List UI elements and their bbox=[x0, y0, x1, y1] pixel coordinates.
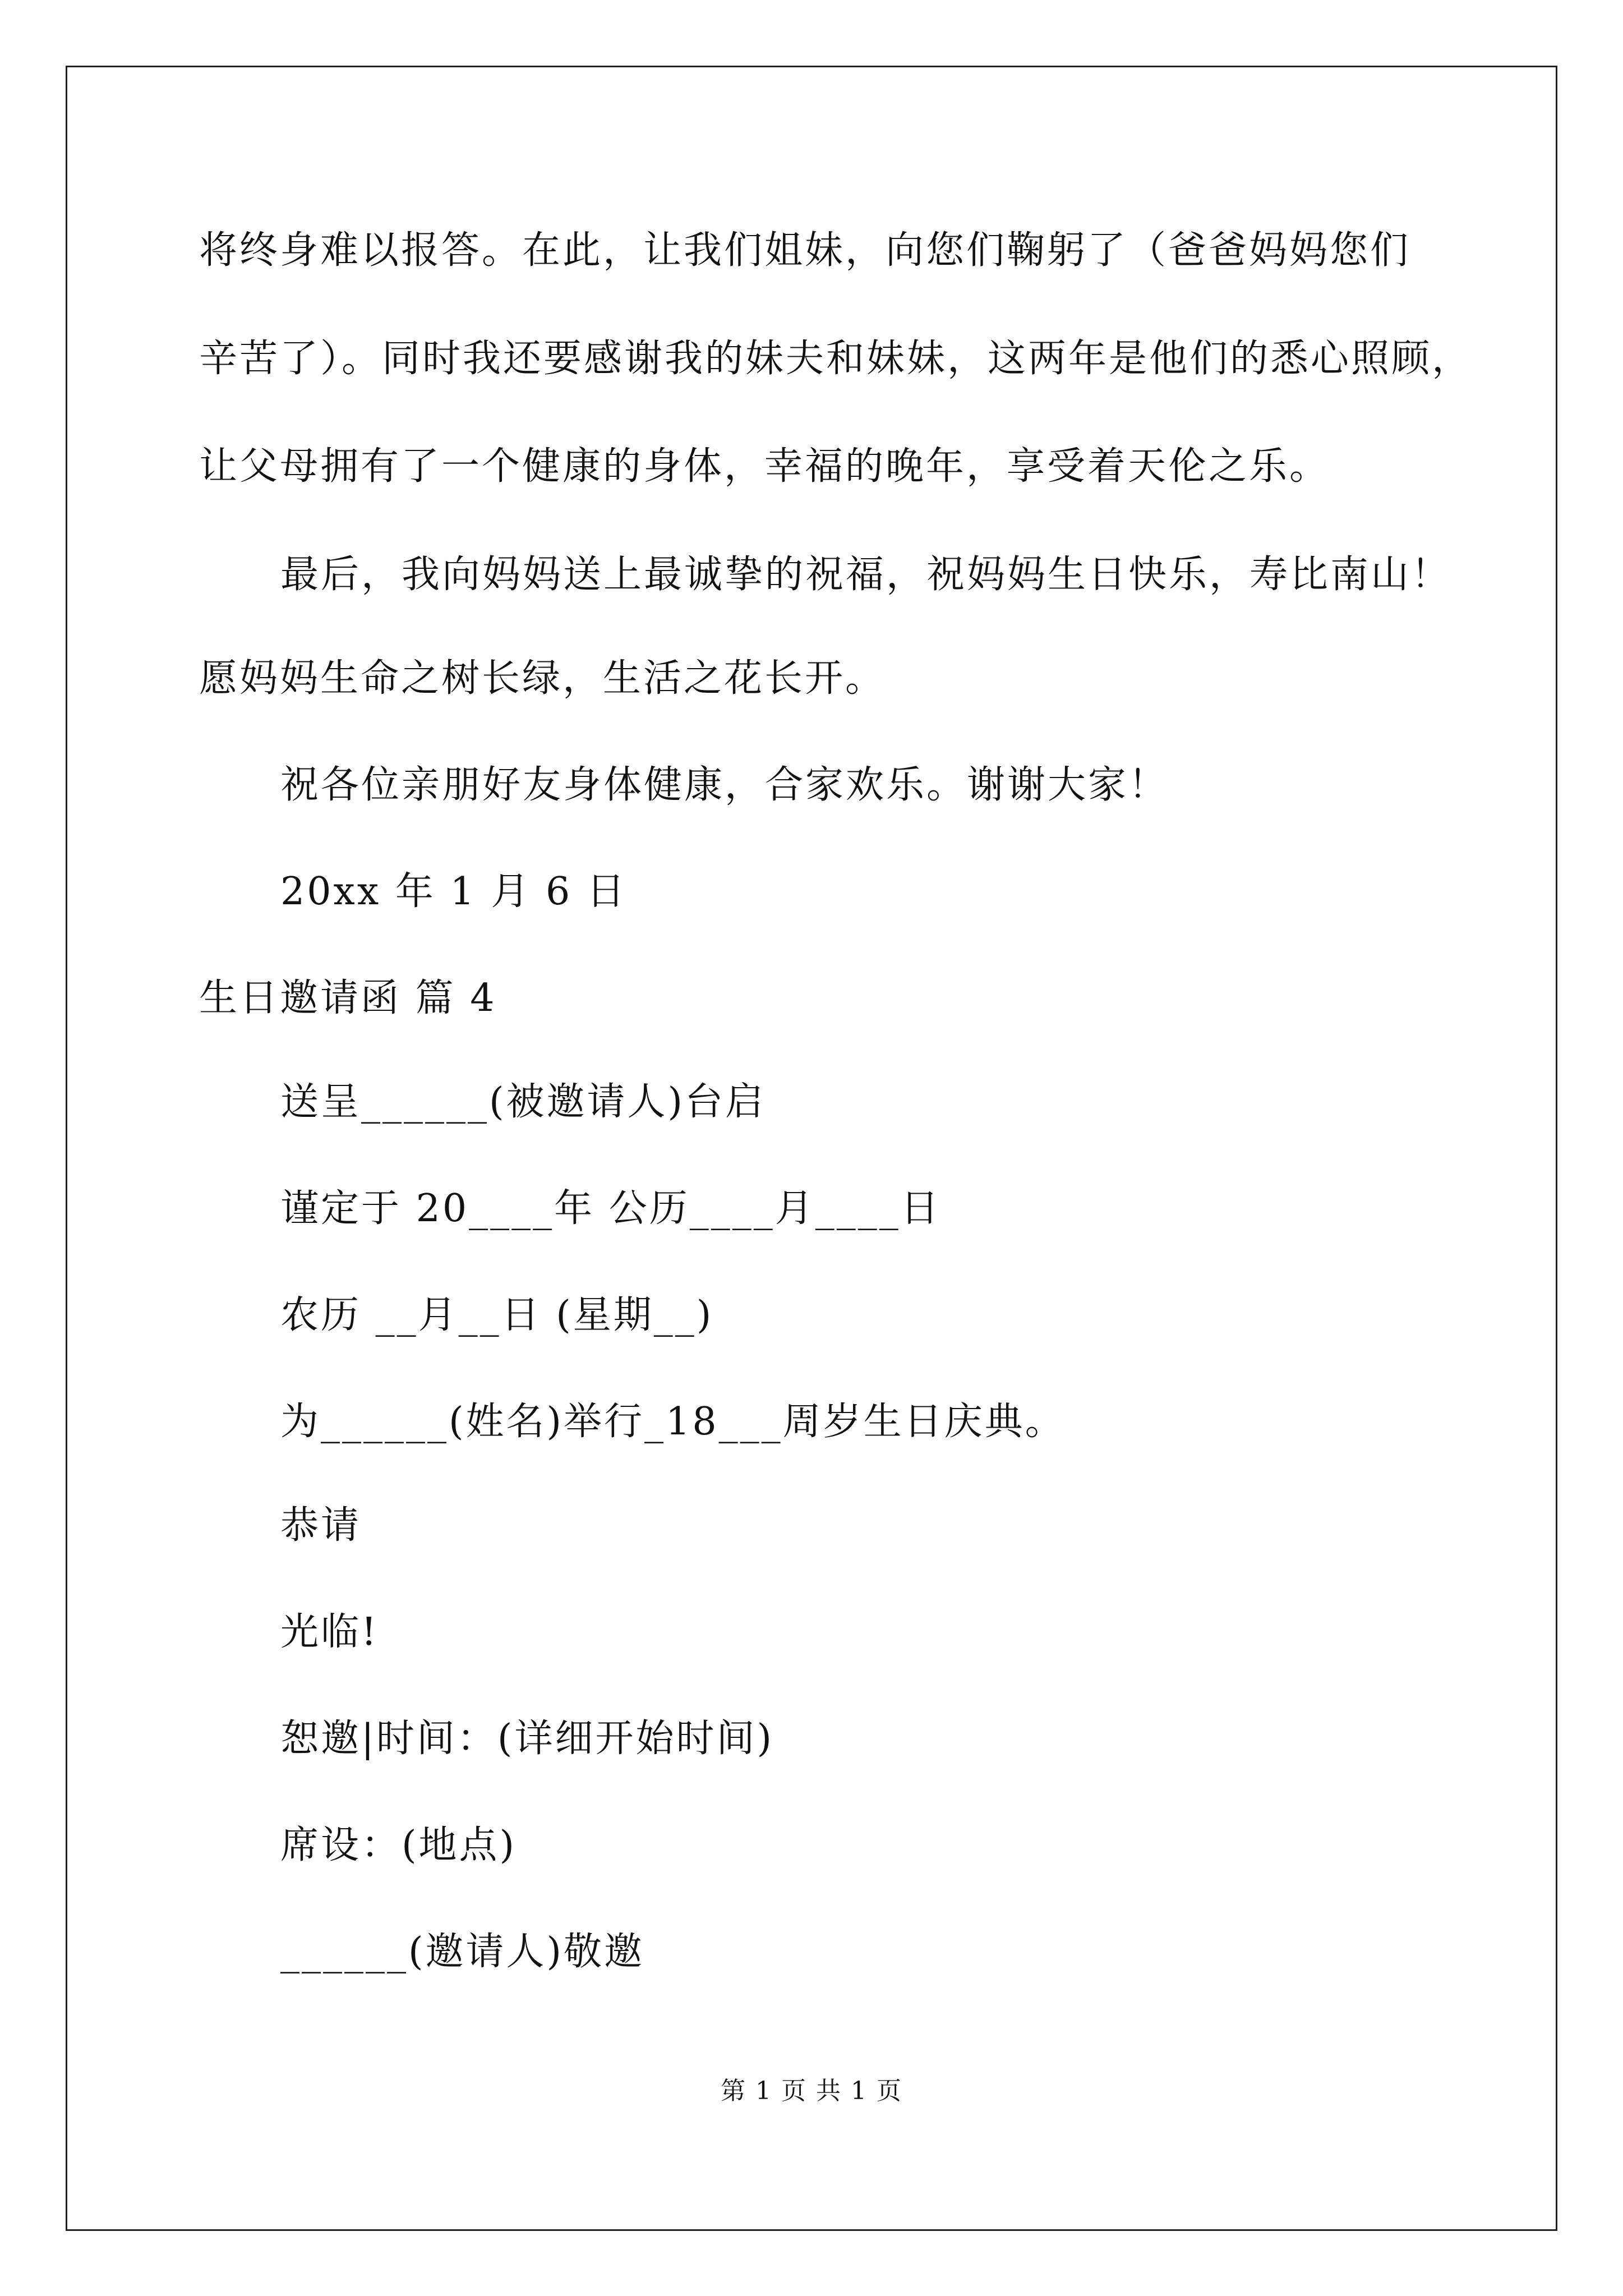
wish-paragraph: 祝各位亲朋好友身体健康，合家欢乐。谢谢大家！ bbox=[280, 763, 1169, 807]
page-footer: 第 1 页 共 1 页 bbox=[721, 2077, 902, 2105]
invitation-inviter: ______(邀请人)敬邀 bbox=[280, 1930, 645, 1974]
thanks-line-1: 将终身难以报答。在此，让我们姐妹，向您们鞠躬了（爸爸妈妈您们 bbox=[199, 228, 1411, 273]
thanks-line-3: 让父母拥有了一个健康的身体，幸福的晚年，享受着天伦之乐。 bbox=[199, 444, 1330, 489]
date-line: 20xx 年 1 月 6 日 bbox=[280, 869, 627, 914]
blessing-line-2: 愿妈妈生命之树长绿，生活之花长开。 bbox=[199, 656, 886, 701]
invitation-respect: 恭请 bbox=[280, 1503, 362, 1548]
thanks-line-2: 辛苦了）。同时我还要感谢我的妹夫和妹妹，这两年是他们的悉心照顾， bbox=[199, 337, 1473, 381]
page-border bbox=[66, 66, 1557, 2231]
invitation-to: 送呈______(被邀请人)台启 bbox=[280, 1080, 766, 1124]
invitation-event: 为______(姓名)举行_18___周岁生日庆典。 bbox=[280, 1400, 1066, 1444]
invitation-date-lunar: 农历 __月__日 (星期__) bbox=[280, 1293, 714, 1337]
section-heading: 生日邀请函 篇 4 bbox=[199, 976, 497, 1020]
invitation-presence: 光临! bbox=[280, 1610, 379, 1654]
blessing-line-1: 最后，我向妈妈送上最诚挚的祝福，祝妈妈生日快乐，寿比南山！ bbox=[280, 553, 1452, 597]
invitation-time: 恕邀|时间：(详细开始时间) bbox=[280, 1717, 774, 1761]
invitation-venue: 席设：(地点) bbox=[280, 1823, 517, 1867]
invitation-date-solar: 谨定于 20____年 公历____月____日 bbox=[280, 1186, 941, 1231]
